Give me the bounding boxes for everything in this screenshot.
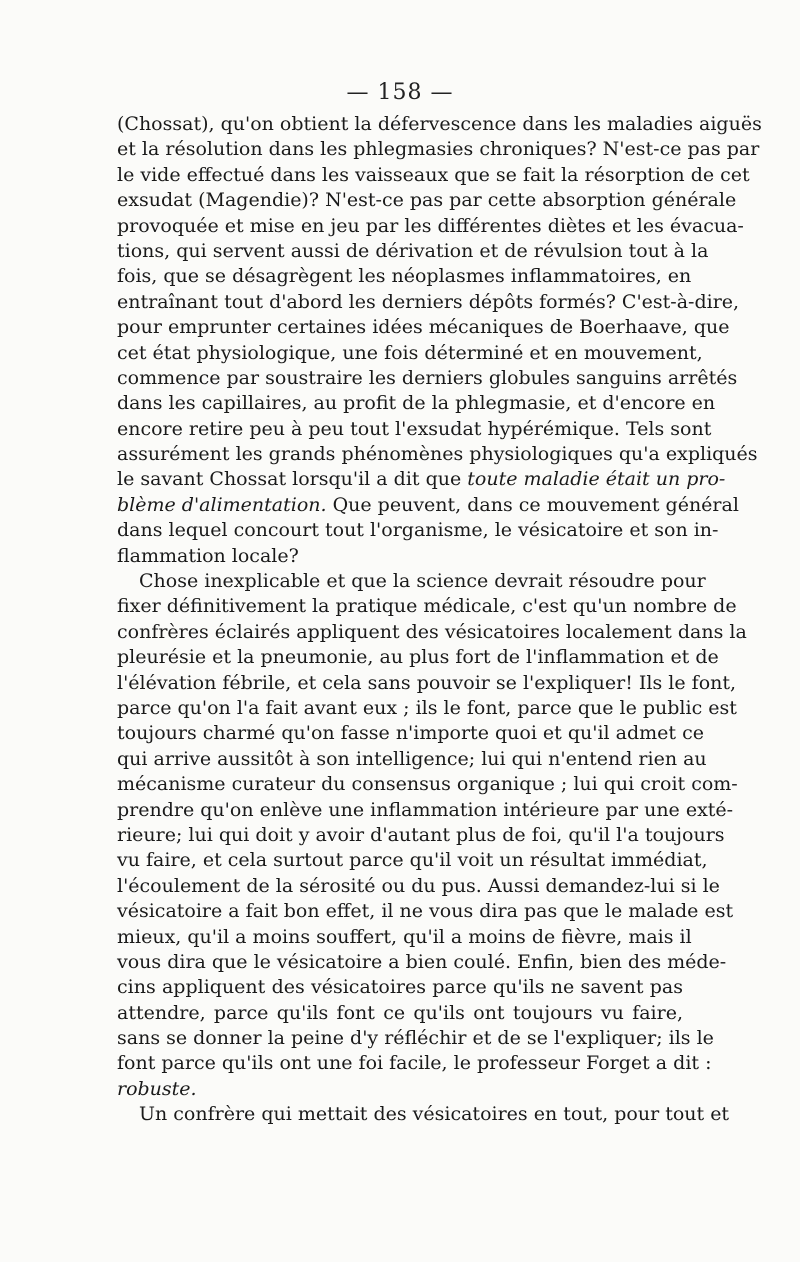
line-text: rieure; lui qui doit y avoir d'autant plus de foi, qu'il l'a toujours [117, 823, 725, 846]
line-text: vous dira que le vésicatoire a bien coulé. Enfin, bien des méde- [117, 950, 727, 973]
text-line [117, 620, 747, 645]
line-text: pour emprunter certaines idées mécaniques de Boerhaave, que [117, 316, 730, 339]
line-text: toujours charmé qu'on fasse n'importe quoi et qu'il admet ce [117, 722, 704, 745]
text-line [117, 925, 692, 950]
text-line [117, 315, 730, 340]
page-body-text [117, 112, 762, 1128]
text-line [117, 1026, 714, 1051]
text-line [117, 112, 762, 137]
line-text: et la résolution dans les phlegmasies chroniques? N'est-ce pas par [117, 138, 760, 161]
text-line [117, 493, 739, 518]
line-text: prendre qu'on enlève une inflammation intérieure par une exté- [117, 798, 734, 821]
line-text: vésicatoire a fait bon effet, il ne vous dira pas que le malade est [117, 900, 734, 923]
line-text: Que peuvent, dans ce mouvement général [326, 493, 739, 516]
line-text: assurément les grands phénomènes physiologiques qu'a expliqués [117, 443, 758, 466]
line-text: provoquée et mise en jeu par les différentes diètes et les évacua- [117, 214, 744, 237]
line-text: Chose inexplicable et que la science devrait résoudre pour [139, 570, 706, 593]
text-line [117, 772, 738, 797]
text-line [117, 442, 758, 467]
text-line [117, 544, 683, 569]
line-text: Un confrère qui mettait des vésicatoires en tout, pour tout et [139, 1103, 730, 1126]
text-line [117, 163, 750, 188]
line-text: sans se donner la peine d'y réfléchir et de se l'expliquer; ils le [117, 1027, 714, 1050]
text-line [117, 518, 719, 543]
line-text: fois, que se désagrègent les néoplasmes inflammatoires, en [117, 265, 692, 288]
line-text: vu faire, et cela surtout parce qu'il voit un résultat immédiat, [117, 849, 708, 872]
text-line [117, 696, 737, 721]
text-line [117, 391, 716, 416]
line-text: exsudat (Magendie)? N'est-ce pas par cette absorption générale [117, 189, 737, 212]
text-line [117, 899, 734, 924]
text-line [117, 1051, 712, 1076]
text-line [117, 721, 704, 746]
page-number-header: — 158 — [346, 80, 454, 105]
text-line [117, 747, 707, 772]
line-text: dans les capillaires, au profit de la phlegmasie, et d'encore en [117, 392, 716, 415]
line-text: cet état physiologique, une fois déterminé et en mouvement, [117, 341, 703, 364]
line-text: qui arrive aussitôt à son intelligence; lui qui n'entend rien au [117, 747, 707, 770]
italic-text: robuste. [117, 1077, 197, 1100]
text-line [117, 137, 760, 162]
line-text: mieux, qu'il a moins souffert, qu'il a moins de fièvre, mais il [117, 925, 692, 948]
text-line [117, 874, 720, 899]
text-line [117, 1001, 683, 1026]
line-text: attendre, parce qu'ils font ce qu'ils ont toujours vu faire, [117, 1001, 683, 1024]
text-line [117, 239, 709, 264]
text-line [117, 467, 726, 492]
text-line [117, 975, 683, 1000]
line-text: mécanisme curateur du consensus organique ; lui qui croit com- [117, 773, 738, 796]
text-line [117, 848, 708, 873]
italic-text: toute maladie était un pro- [467, 468, 726, 491]
line-text: confrères éclairés appliquent des vésicatoires localement dans la [117, 620, 747, 643]
text-line [117, 671, 737, 696]
line-text: pleurésie et la pneumonie, au plus fort de l'inflammation et de [117, 646, 719, 669]
line-text: le vide effectué dans les vaisseaux que se fait la résorption de cet [117, 163, 750, 186]
text-line [117, 823, 725, 848]
text-line [117, 950, 727, 975]
line-text: fixer définitivement la pratique médicale, c'est qu'un nombre de [117, 595, 737, 618]
text-line [117, 417, 712, 442]
text-line [117, 1102, 730, 1127]
line-text: entraînant tout d'abord les derniers dépôts formés? C'est-à-dire, [117, 290, 740, 313]
line-text: tions, qui servent aussi de dérivation et de révulsion tout à la [117, 239, 709, 262]
line-text: dans lequel concourt tout l'organisme, le vésicatoire et son in- [117, 519, 719, 542]
text-line [117, 366, 738, 391]
line-text: parce qu'on l'a fait avant eux ; ils le font, parce que le public est [117, 696, 737, 719]
line-text: l'écoulement de la sérosité ou du pus. Aussi demandez-lui si le [117, 874, 720, 897]
text-line [117, 798, 734, 823]
text-line [117, 214, 744, 239]
text-line [117, 594, 737, 619]
line-text: le savant Chossat lorsqu'il a dit que [117, 468, 468, 491]
line-text: font parce qu'ils ont une foi facile, le professeur Forget a dit : [117, 1052, 712, 1075]
text-line [117, 1077, 683, 1102]
italic-text: blème d'alimentation. [117, 493, 327, 516]
text-line [117, 290, 740, 315]
line-text: flammation locale? [117, 544, 299, 567]
text-line [117, 341, 703, 366]
text-line [117, 264, 692, 289]
line-text: commence par soustraire les derniers globules sanguins arrêtés [117, 366, 738, 389]
line-text: encore retire peu à peu tout l'exsudat hypérémique. Tels sont [117, 417, 712, 440]
line-text: l'élévation fébrile, et cela sans pouvoir se l'expliquer! Ils le font, [117, 671, 737, 694]
text-line [117, 645, 719, 670]
line-text: cins appliquent des vésicatoires parce qu'ils ne savent pas [117, 976, 683, 999]
line-text: (Chossat), qu'on obtient la défervescence dans les maladies aiguës [117, 113, 762, 135]
text-line [117, 188, 737, 213]
text-line [117, 569, 706, 594]
